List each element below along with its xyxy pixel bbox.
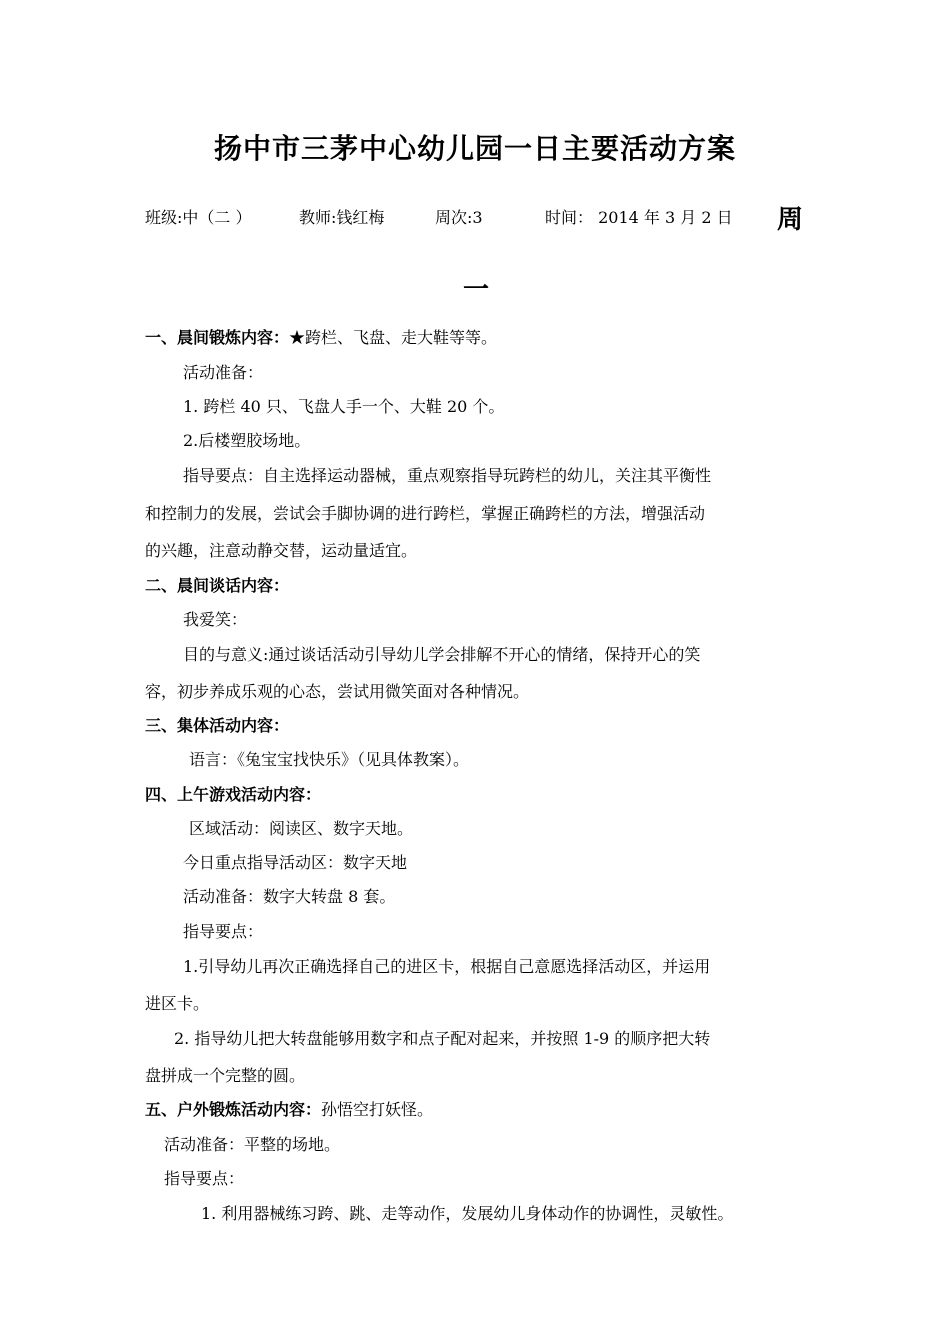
section-4-area: 区域活动：阅读区、数字天地。 bbox=[189, 819, 414, 838]
section-1-prep-1: 1. 跨栏 40 只、飞盘人手一个、大鞋 20 个。 bbox=[183, 397, 505, 416]
section-5-content: 孙悟空打妖怪。 bbox=[321, 1100, 434, 1119]
section-2-topic: 我爱笑： bbox=[183, 610, 248, 629]
section-4-point-1-line-2: 进区卡。 bbox=[145, 994, 210, 1013]
section-1-guide-line-2: 和控制力的发展，尝试会手脚协调的进行跨栏，掌握正确跨栏的方法，增强活动 bbox=[145, 504, 706, 523]
section-4-point-2-line-2: 盘拼成一个完整的圆。 bbox=[145, 1066, 306, 1085]
section-5-point-1: 1. 利用器械练习跨、跳、走等动作，发展幼儿身体动作的协调性，灵敏性。 bbox=[201, 1204, 734, 1223]
class-info: 班级:中（二 ） bbox=[145, 208, 252, 227]
section-4-prep: 活动准备：数字大转盘 8 套。 bbox=[183, 887, 396, 906]
section-1-heading: 一、晨间锻炼内容： bbox=[145, 328, 290, 347]
section-5-line bbox=[145, 1100, 433, 1120]
section-4-focus: 今日重点指导活动区：数字天地 bbox=[183, 853, 408, 872]
section-1-content: ★跨栏、飞盘、走大鞋等等。 bbox=[289, 328, 498, 347]
section-1-guide-line-3: 的兴趣，注意动静交替，运动量适宜。 bbox=[145, 541, 418, 560]
section-1-prep-2: 2.后楼塑胶场地。 bbox=[183, 431, 311, 450]
section-1-line bbox=[145, 328, 497, 348]
time-info: 时间： 2014 年 3 月 2 日 bbox=[545, 208, 733, 227]
page-title: 扬中市三茅中心幼儿园一日主要活动方案 bbox=[213, 132, 736, 165]
section-4-guide-label: 指导要点： bbox=[183, 922, 264, 941]
section-2-heading: 二、晨间谈话内容： bbox=[145, 576, 290, 595]
section-1-prep-label: 活动准备： bbox=[183, 363, 264, 382]
weekday-part2: 一 bbox=[463, 275, 490, 305]
section-2-purpose-line-2: 容，初步养成乐观的心态，尝试用微笑面对各种情况。 bbox=[145, 682, 530, 701]
weekday-part1: 周 bbox=[777, 205, 804, 235]
section-5-guide-label: 指导要点： bbox=[164, 1169, 245, 1188]
section-4-point-2-line-1: 2. 指导幼儿把大转盘能够用数字和点子配对起来，并按照 1-9 的顺序把大转 bbox=[174, 1029, 711, 1048]
section-4-point-1-line-1: 1.引导幼儿再次正确选择自己的进区卡，根据自己意愿选择活动区，并运用 bbox=[183, 957, 711, 976]
teacher-info: 教师:钱红梅 bbox=[299, 208, 385, 227]
section-4-heading: 四、上午游戏活动内容： bbox=[145, 785, 322, 804]
section-2-purpose-line-1: 目的与意义:通过谈话活动引导幼儿学会排解不开心的情绪，保持开心的笑 bbox=[183, 645, 701, 664]
week-info: 周次:3 bbox=[435, 208, 483, 227]
section-3-content: 语言：《兔宝宝找快乐》（见具体教案）。 bbox=[189, 750, 470, 769]
section-3-heading: 三、集体活动内容： bbox=[145, 716, 290, 735]
section-1-guide-line-1: 指导要点：自主选择运动器械，重点观察指导玩跨栏的幼儿，关注其平衡性 bbox=[183, 466, 712, 485]
section-5-heading: 五、户外锻炼活动内容： bbox=[145, 1100, 322, 1119]
section-5-prep: 活动准备：平整的场地。 bbox=[164, 1135, 341, 1154]
